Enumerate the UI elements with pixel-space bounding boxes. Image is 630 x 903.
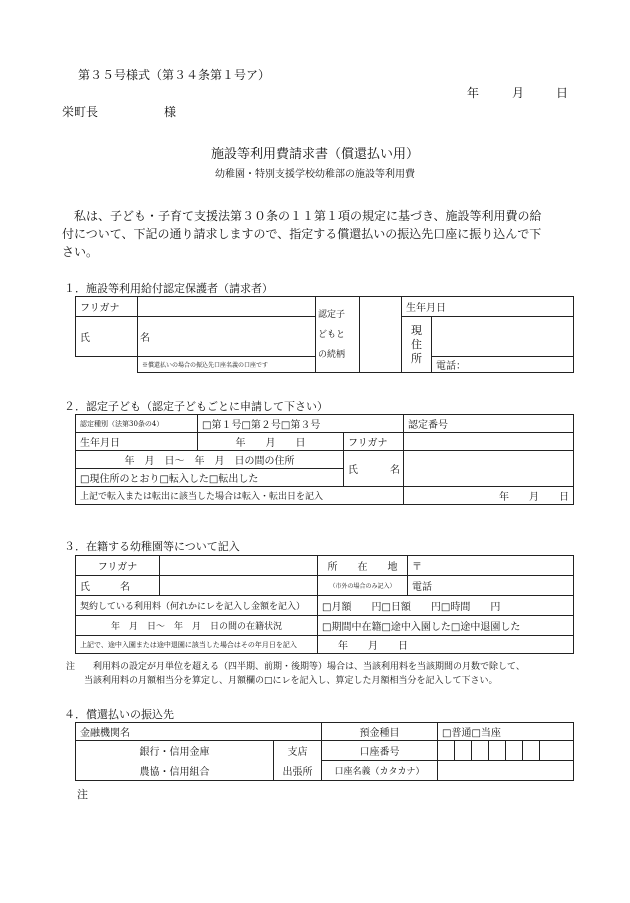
s2-move-date[interactable]: 年 月 日	[404, 487, 574, 505]
s3-name-label: 氏 名	[76, 576, 160, 596]
s2-type-label: 認定種別（法第30条の4）	[76, 415, 198, 433]
s3-mid-date[interactable]: 年 月 日	[318, 636, 574, 654]
s4-account-digit-2[interactable]	[455, 741, 472, 761]
s1-address-field[interactable]	[432, 317, 574, 357]
s3-note-line-2: 当該利用料の月額相当分を算定し、月額欄の□にレを記入し、算定した月額相当分を記入して下さい。	[84, 676, 498, 686]
footer-note: 注	[77, 788, 88, 801]
s1-relationship-label: 認定子 どもと の続柄	[316, 297, 360, 373]
s3-enroll-period: 年 月 日～ 年 月 日の間の在籍状況	[76, 616, 318, 636]
s2-name-label: 氏 名	[344, 451, 404, 487]
s3-name-field[interactable]	[160, 576, 318, 596]
s2-furigana-label: フリガナ	[344, 433, 404, 451]
s4-deposit-type-label: 預金種目	[322, 723, 438, 741]
s3-note-line-1: 注 利用料の設定が月単位を超える（四半期、前期・後期等）場合は、当該利用料を当該期間の月数で除して、	[66, 662, 525, 672]
s4-account-digit-4[interactable]	[489, 741, 506, 761]
s3-postal-field[interactable]: 〒	[408, 556, 574, 576]
section4-heading: ４．償還払いの振込先	[64, 708, 174, 721]
s3-enroll-options[interactable]: □期間中在籍□途中入園した□途中退園した	[318, 616, 574, 636]
intro-line-3: さい。	[62, 245, 99, 259]
s1-birth-label: 生年月日	[402, 297, 574, 317]
section1-heading: １．施設等利用給付認定保護者（請求者）	[64, 282, 273, 295]
s4-holder-field[interactable]	[438, 761, 574, 781]
s3-fee-label: 契約している利用料（何れかにレを記入し金額を記入）	[76, 596, 318, 616]
addressee: 栄町長	[62, 105, 99, 119]
s1-name-note: ※償還払いの場合の振込先口座名義の口座です	[138, 357, 316, 373]
s1-address-label: 現 住 所	[402, 317, 432, 373]
s2-birth-label: 生年月日	[76, 433, 198, 451]
s4-agri-kinds: 農協・信用組合	[76, 761, 274, 781]
s4-account-digit-5[interactable]	[506, 741, 523, 761]
s3-furigana-field[interactable]	[160, 556, 318, 576]
s4-deposit-options[interactable]: □普通□当座	[438, 723, 574, 741]
s3-tel-field[interactable]: 電話	[408, 576, 574, 596]
section1-table	[75, 296, 574, 373]
intro-line-1: 私は、子ども・子育て支援法第３０条の１１第１項の規定に基づき、施設等利用費の給	[74, 209, 542, 223]
s4-account-digit-1[interactable]	[438, 741, 455, 761]
s2-type-options[interactable]: □第１号□第２号□第３号	[198, 415, 404, 433]
s1-tel-field[interactable]: 電話：	[432, 357, 574, 373]
s3-fee-options[interactable]: □月額 円□日額 円□時間 円	[318, 596, 574, 616]
s3-location-label: 所 在 地	[318, 556, 408, 576]
s4-account-digit-7[interactable]	[540, 741, 574, 761]
s4-office-label: 出張所	[274, 761, 322, 781]
s4-holder-label: 口座名義（カタカナ）	[322, 761, 438, 781]
s2-move-note: 上記で転入または転出に該当した場合は転入・転出日を記入	[76, 487, 404, 505]
section2-table	[75, 414, 574, 505]
s3-location-note: （市外の場合のみ記入）	[318, 576, 408, 596]
page-title: 施設等利用費請求書（償還払い用）	[210, 147, 419, 162]
s3-mid-note: 上記で、途中入園または途中退園に該当した場合はその年月日を記入	[76, 636, 318, 654]
s1-relationship-field[interactable]	[360, 297, 402, 373]
s3-furigana-label: フリガナ	[76, 556, 160, 576]
s4-bank-kinds: 銀行・信用金庫	[76, 741, 274, 761]
section2-heading: ２．認定子ども（認定子どもごとに申請して下さい）	[64, 400, 328, 413]
s1-furigana-field[interactable]	[138, 297, 316, 317]
intro-line-2: 付について、下記の通り請求しますので、指定する償還払いの振込先口座に振り込んで下	[62, 227, 542, 241]
s2-birth-field[interactable]: 年 月 日	[198, 433, 344, 451]
page-subtitle: 幼稚園・特別支援学校幼稚部の施設等利用費	[215, 169, 415, 180]
form-number: 第３５号様式（第３４条第１号ア）	[78, 68, 271, 82]
s4-account-digit-6[interactable]	[523, 741, 540, 761]
s1-furigana-label: フリガナ	[76, 297, 138, 317]
s2-name-field[interactable]	[404, 451, 574, 487]
s1-name-label: 氏 名	[76, 317, 138, 357]
date-month-label: 月	[512, 86, 525, 100]
honorific: 様	[164, 105, 177, 119]
s1-name-field[interactable]	[138, 317, 316, 357]
s2-furigana-field[interactable]	[404, 433, 574, 451]
s4-account-digit-3[interactable]	[472, 741, 489, 761]
s4-branch-label: 支店	[274, 741, 322, 761]
date-year-label: 年	[467, 86, 480, 100]
s2-cert-no[interactable]: 認定番号	[404, 415, 574, 433]
section4-table	[75, 722, 574, 781]
section3-heading: ３．在籍する幼稚園等について記入	[64, 540, 240, 553]
section3-table	[75, 555, 574, 654]
s2-address-options[interactable]: □現住所のとおり□転入した□転出した	[76, 469, 344, 487]
s2-address-period: 年 月 日～ 年 月 日の間の住所	[76, 451, 344, 469]
s4-bank-label: 金融機関名	[76, 723, 322, 741]
date-day-label: 日	[556, 86, 569, 100]
s4-account-no-label: 口座番号	[322, 741, 438, 761]
